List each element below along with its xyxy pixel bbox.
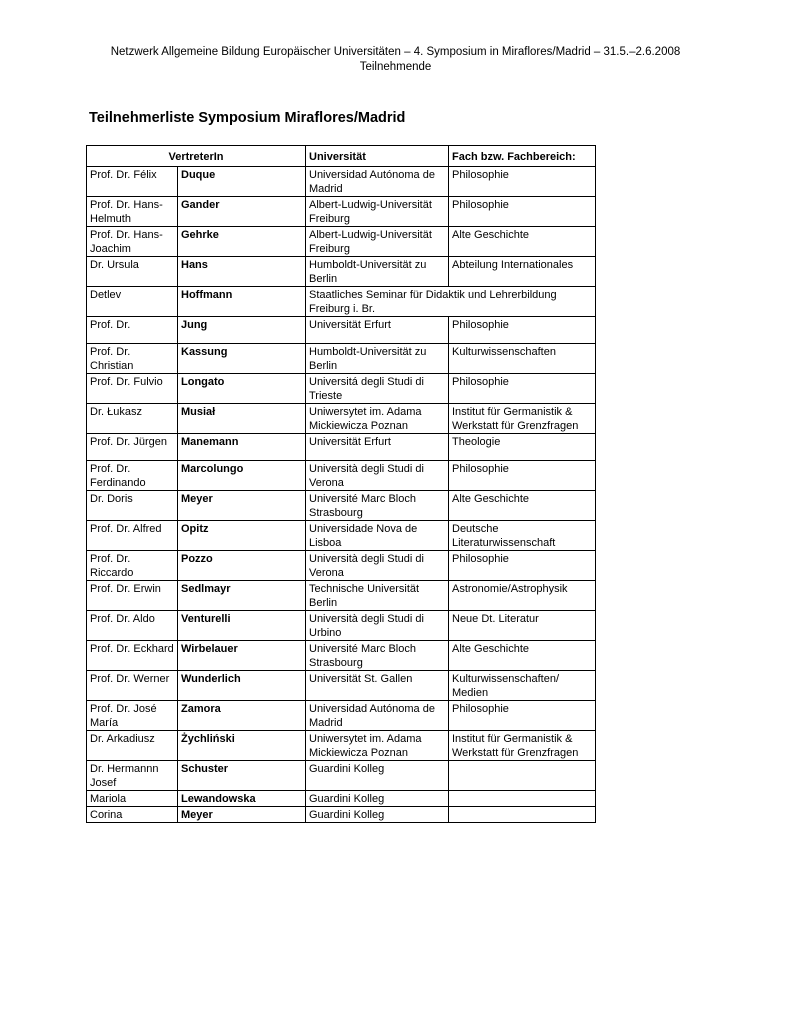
cell-last-name: Meyer: [178, 807, 306, 823]
cell-first-name: Prof. Dr. Jürgen: [87, 434, 178, 461]
cell-first-name: Prof. Dr. Hans-Joachim: [87, 227, 178, 257]
cell-university: Universidad Autónoma de Madrid: [306, 701, 449, 731]
cell-last-name: Meyer: [178, 491, 306, 521]
cell-university: Universidad Autónoma de Madrid: [306, 167, 449, 197]
column-header-representative: VertreterIn: [87, 146, 306, 167]
cell-last-name: Lewandowska: [178, 791, 306, 807]
table-row: [87, 551, 596, 581]
table-row: [87, 807, 596, 823]
table-row: [87, 197, 596, 227]
cell-last-name: Zamora: [178, 701, 306, 731]
cell-field: Philosophie: [449, 374, 596, 404]
cell-last-name: Manemann: [178, 434, 306, 461]
cell-first-name: Mariola: [87, 791, 178, 807]
cell-last-name: Hoffmann: [178, 287, 306, 317]
table-row: [87, 317, 596, 344]
cell-last-name: Opitz: [178, 521, 306, 551]
cell-first-name: Prof. Dr. Aldo: [87, 611, 178, 641]
table-row: [87, 404, 596, 434]
cell-field: Theologie: [449, 434, 596, 461]
table-row: [87, 701, 596, 731]
cell-first-name: Dr. Doris: [87, 491, 178, 521]
cell-first-name: Dr. Ursula: [87, 257, 178, 287]
cell-first-name: Corina: [87, 807, 178, 823]
header-line-2: Teilnehmende: [359, 61, 432, 73]
cell-field: Astronomie/Astrophysik: [449, 581, 596, 611]
cell-last-name: Hans: [178, 257, 306, 287]
cell-field-empty: [449, 807, 596, 823]
cell-first-name: Prof. Dr. José María: [87, 701, 178, 731]
table-header-row: [87, 146, 596, 167]
cell-last-name: Pozzo: [178, 551, 306, 581]
table-row: [87, 611, 596, 641]
table-row: [87, 227, 596, 257]
table-body: [87, 167, 596, 823]
cell-field-empty: [449, 791, 596, 807]
table-row: [87, 257, 596, 287]
header-line-1: Netzwerk Allgemeine Bildung Europäischer Universitäten – 4. Symposium in Miraflores/Madrid – 31.5.–2.6.2008: [110, 46, 681, 58]
cell-last-name: Duque: [178, 167, 306, 197]
cell-first-name: Prof. Dr. Hans-Helmuth: [87, 197, 178, 227]
page-title: Teilnehmerliste Symposium Miraflores/Madrid: [89, 110, 406, 126]
cell-first-name: Dr. Łukasz: [87, 404, 178, 434]
cell-last-name: Sedlmayr: [178, 581, 306, 611]
cell-first-name: Prof. Dr. Alfred: [87, 521, 178, 551]
cell-university: Universität Erfurt: [306, 434, 449, 461]
cell-first-name: Prof. Dr. Christian: [87, 344, 178, 374]
cell-university: Albert-Ludwig-Universität Freiburg: [306, 227, 449, 257]
cell-last-name: Żychliński: [178, 731, 306, 761]
cell-university: Università degli Studi di Verona: [306, 461, 449, 491]
table-row: [87, 344, 596, 374]
cell-university: Universität St. Gallen: [306, 671, 449, 701]
cell-first-name: Dr. Hermannn Josef: [87, 761, 178, 791]
cell-last-name: Musiał: [178, 404, 306, 434]
table-row: [87, 521, 596, 551]
cell-first-name: Prof. Dr. Erwin: [87, 581, 178, 611]
cell-university: Albert-Ludwig-Universität Freiburg: [306, 197, 449, 227]
cell-university: Staatliches Seminar für Didaktik und Lehrerbildung Freiburg i. Br.: [306, 287, 596, 317]
participants-table: [86, 145, 596, 823]
table-row: [87, 791, 596, 807]
cell-field: Philosophie: [449, 551, 596, 581]
cell-first-name: Prof. Dr. Félix: [87, 167, 178, 197]
cell-field: Alte Geschichte: [449, 227, 596, 257]
cell-university: Université Marc Bloch Strasbourg: [306, 641, 449, 671]
cell-university: Universitá degli Studi di Trieste: [306, 374, 449, 404]
cell-last-name: Gehrke: [178, 227, 306, 257]
cell-university: Technische Universität Berlin: [306, 581, 449, 611]
cell-last-name: Venturelli: [178, 611, 306, 641]
cell-first-name: Prof. Dr. Werner: [87, 671, 178, 701]
cell-field: Philosophie: [449, 167, 596, 197]
cell-field: Kulturwissenschaften: [449, 344, 596, 374]
cell-last-name: Marcolungo: [178, 461, 306, 491]
cell-university: Guardini Kolleg: [306, 761, 449, 791]
cell-first-name: Prof. Dr. Fulvio: [87, 374, 178, 404]
cell-field: Neue Dt. Literatur: [449, 611, 596, 641]
cell-last-name: Gander: [178, 197, 306, 227]
cell-field: Alte Geschichte: [449, 641, 596, 671]
cell-field: Philosophie: [449, 197, 596, 227]
cell-last-name: Schuster: [178, 761, 306, 791]
table-row: [87, 461, 596, 491]
cell-university: Humboldt-Universität zu Berlin: [306, 344, 449, 374]
table-row: [87, 167, 596, 197]
column-header-field: Fach bzw. Fachbereich:: [449, 146, 596, 167]
cell-first-name: Prof. Dr. Riccardo: [87, 551, 178, 581]
cell-last-name: Jung: [178, 317, 306, 344]
cell-university: Universidade Nova de Lisboa: [306, 521, 449, 551]
table-row: [87, 581, 596, 611]
cell-first-name: Prof. Dr.: [87, 317, 178, 344]
cell-field: Alte Geschichte: [449, 491, 596, 521]
cell-field: Deutsche Literaturwissenschaft: [449, 521, 596, 551]
table-row: [87, 374, 596, 404]
column-header-university: Universität: [306, 146, 449, 167]
table-row: [87, 761, 596, 791]
cell-field: Institut für Germanistik & Werkstatt für Grenzfragen: [449, 404, 596, 434]
cell-university: Université Marc Bloch Strasbourg: [306, 491, 449, 521]
cell-university: Humboldt-Universität zu Berlin: [306, 257, 449, 287]
cell-field: Institut für Germanistik & Werkstatt für Grenzfragen: [449, 731, 596, 761]
cell-last-name: Wirbelauer: [178, 641, 306, 671]
table-row: [87, 731, 596, 761]
cell-university: Universität Erfurt: [306, 317, 449, 344]
cell-field-empty: [449, 761, 596, 791]
cell-field: Abteilung Internationales: [449, 257, 596, 287]
cell-first-name: Dr. Arkadiusz: [87, 731, 178, 761]
cell-first-name: Detlev: [87, 287, 178, 317]
cell-field: Philosophie: [449, 461, 596, 491]
cell-university: Uniwersytet im. Adama Mickiewicza Poznan: [306, 404, 449, 434]
cell-field: Philosophie: [449, 701, 596, 731]
table-row: [87, 671, 596, 701]
cell-university: Guardini Kolleg: [306, 807, 449, 823]
table-row: [87, 491, 596, 521]
cell-first-name: Prof. Dr. Eckhard: [87, 641, 178, 671]
cell-last-name: Wunderlich: [178, 671, 306, 701]
cell-last-name: Longato: [178, 374, 306, 404]
cell-university: Università degli Studi di Urbino: [306, 611, 449, 641]
table-row: [87, 641, 596, 671]
cell-last-name: Kassung: [178, 344, 306, 374]
page-header: [0, 45, 791, 75]
cell-university: Uniwersytet im. Adama Mickiewicza Poznan: [306, 731, 449, 761]
table-row: [87, 287, 596, 317]
cell-university: Guardini Kolleg: [306, 791, 449, 807]
cell-field: Philosophie: [449, 317, 596, 344]
cell-first-name: Prof. Dr. Ferdinando: [87, 461, 178, 491]
table-row: [87, 434, 596, 461]
cell-field: Kulturwissenschaften/ Medien: [449, 671, 596, 701]
cell-university: Università degli Studi di Verona: [306, 551, 449, 581]
